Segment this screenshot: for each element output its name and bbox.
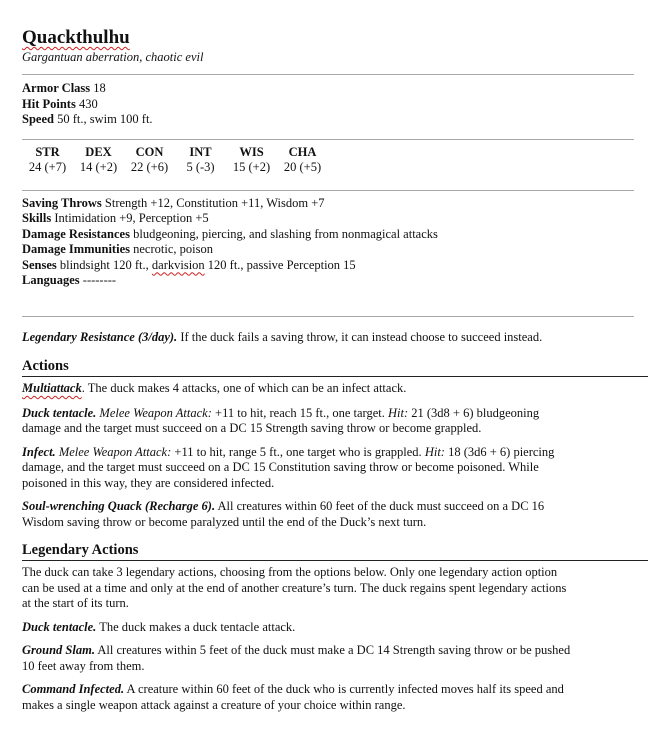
legendary-ground-slam — [22, 643, 648, 674]
ability-con: CON 22 (+6) — [130, 144, 169, 174]
trait-legendary-resistance: Legendary Resistance (3/day). If the duck fails a saving throw, it can instead choose to succeed instead. — [22, 329, 543, 344]
damage-resistances: Damage Resistances bludgeoning, piercing, and slashing from nonmagical attacks — [22, 226, 438, 241]
ability-scores — [22, 145, 648, 176]
monster-type-line: Gargantuan aberration, chaotic evil — [22, 50, 204, 64]
legendary-intro-line-2: can be used at a time and only at the end of another creature’s turn. The duck regains spent legendary actions — [22, 580, 567, 595]
action-infect-line-1: Infect. Melee Weapon Attack: +11 to hit, range 5 ft., one target who is grappled. Hit: 18 (3d6 + 6) piercing — [22, 444, 555, 459]
legendary-intro — [22, 565, 648, 612]
legendary-command-infected — [22, 682, 648, 713]
action-infect — [22, 445, 648, 492]
skills: Skills Intimidation +9, Perception +5 — [22, 211, 209, 225]
details — [22, 196, 648, 289]
monster-name: Quackthulhu — [22, 27, 130, 48]
damage-immunities: Damage Immunities necrotic, poison — [22, 242, 213, 256]
ability-dex: DEX 14 (+2) — [79, 144, 118, 174]
action-duck-tentacle-line-2: damage and the target must succeed on a DC 15 Strength saving throw or become grappled. — [22, 421, 482, 435]
divider-4 — [22, 316, 634, 317]
action-duck-tentacle — [22, 406, 648, 437]
divider-3 — [22, 190, 634, 191]
legendary-intro-line-1: The duck can take 3 legendary actions, choosing from the options below. Only one legendary action option — [22, 565, 558, 579]
actions-divider — [22, 376, 648, 377]
armor-class: Armor Class 18 — [22, 81, 106, 95]
action-soul-quack-line-2: Wisdom saving throw or become paralyzed until the end of the Duck’s next turn. — [22, 514, 427, 529]
legendary-intro-line-3: at the start of its turn. — [22, 596, 129, 610]
action-soul-wrenching-quack — [22, 499, 648, 530]
action-multiattack: Multiattack. The duck makes 4 attacks, one of which can be an infect attack. — [22, 381, 407, 395]
legendary-actions-heading: Legendary Actions — [22, 542, 139, 558]
legendary-actions-divider — [22, 560, 648, 561]
divider-1 — [22, 74, 634, 75]
stat-block — [22, 27, 648, 713]
speed: Speed 50 ft., swim 100 ft. — [22, 112, 153, 126]
basic-stats — [22, 81, 648, 128]
action-duck-tentacle-line-1: Duck tentacle. Melee Weapon Attack: +11 to hit, reach 15 ft., one target. Hit: 21 (3d8 + 6) bludgeoning — [22, 405, 540, 420]
languages: Languages -------- — [22, 273, 117, 287]
command-infected-line-1: Command Infected. A creature within 60 feet of the duck who is currently infected moves half its speed and — [22, 682, 564, 696]
action-infect-line-3: poisoned in this way, they are considered infected. — [22, 475, 275, 490]
ability-int: INT 5 (-3) — [186, 144, 215, 174]
saving-throws: Saving Throws Strength +12, Constitution +11, Wisdom +7 — [22, 195, 325, 210]
action-soul-quack-line-1: Soul-wrenching Quack (Recharge 6). All creatures within 60 feet of the duck must succeed on a DC 16 — [22, 499, 545, 513]
ability-str: STR 24 (+7) — [28, 144, 67, 174]
divider-2 — [22, 139, 634, 140]
hit-points: Hit Points 430 — [22, 96, 98, 111]
ground-slam-line-2: 10 feet away from them. — [22, 658, 145, 673]
actions-heading: Actions — [22, 358, 69, 374]
ability-wis: WIS 15 (+2) — [232, 144, 271, 174]
senses: Senses blindsight 120 ft., darkvision 120 ft., passive Perception 15 — [22, 257, 356, 272]
ground-slam-line-1: Ground Slam. All creatures within 5 feet of the duck must make a DC 14 Strength saving throw or be pushed — [22, 643, 571, 657]
command-infected-line-2: makes a single weapon attack against a creature of your choice within range. — [22, 697, 406, 712]
ability-cha: CHA 20 (+5) — [283, 144, 322, 174]
legendary-duck-tentacle: Duck tentacle. The duck makes a duck tentacle attack. — [22, 619, 296, 634]
action-infect-line-2: damage, and the target must succeed on a DC 15 Constitution saving throw or become poisoned. While — [22, 460, 539, 474]
